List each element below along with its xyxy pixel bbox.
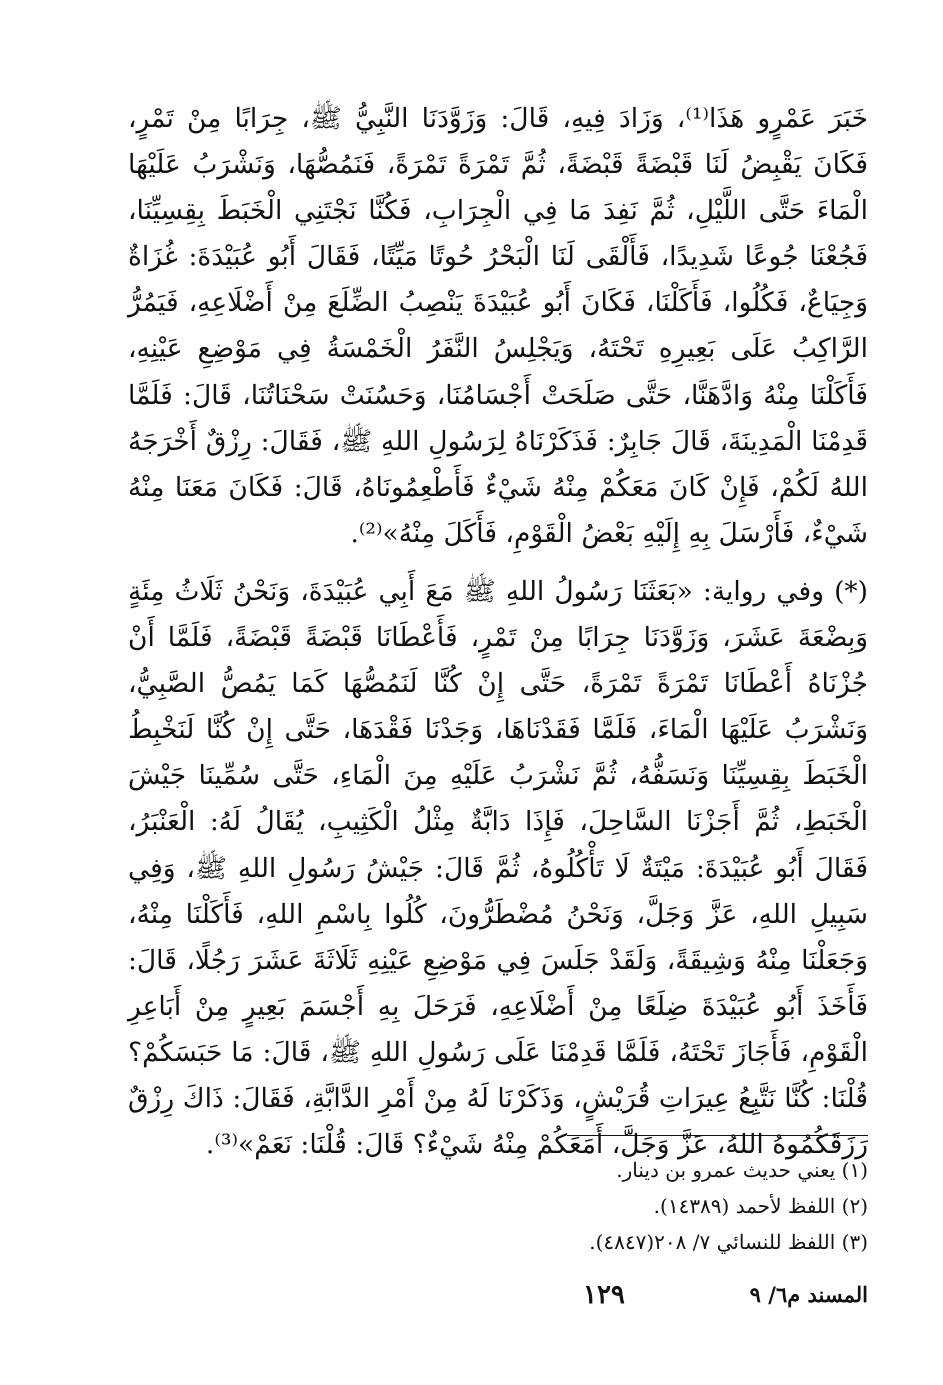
main-text (128, 96, 868, 1168)
volume-signature: المسند م٦/ ٩ (749, 1282, 868, 1307)
footnote-separator (567, 1135, 868, 1136)
page-number: ١٢٩ (583, 1280, 625, 1310)
paragraph-2: (*) وفي رواية: «بَعَثَنَا رَسُولُ اللهِ ﷺ مَعَ أَبِي عُبَيْدَةَ، وَنَحْنُ ثَلَاثُ مِئَةٍ وَبِضْعَةَ عَشَرَ، وَزَوَّدَنَا جِرَابًا مِنْ تَمْرٍ، فَأَعْطَانَا قَبْضَةً قَبْضَةً، فَلَمَّا أَنْ جُزْنَاهُ أَعْطَانَا تَمْرَةً تَمْرَةً، حَتَّى إِنْ كُنَّا لَنَمُصُّهَا كَمَا يَمُصُّ الصَّبِيُّ، وَنَشْرَبُ عَلَيْهَا الْمَاءَ، فَلَمَّا فَقَدْنَاهَا، وَجَدْنَا فَقْدَهَا، حَتَّى إِنْ كُنَّا لَنَخْبِطُ الْخَبَطَ بِقِسِيِّنَا وَنَسَفُّهُ، ثُمَّ نَشْرَبُ عَلَيْهِ مِنَ الْمَاءِ، حَتَّى سُمِّينَا جَيْشَ الْخَبَطِ، ثُمَّ أَجَزْنَا السَّاحِلَ، فَإِذَا دَابَّةٌ مِثْلُ الْكَثِيبِ، يُقَالُ لَهُ: الْعَنْبَرُ، فَقَالَ أَبُو عُبَيْدَةَ: مَيْتَةٌ لَا تَأْكُلُوهُ، ثُمَّ قَالَ: جَيْشُ رَسُولِ اللهِ ﷺ، وَفِي سَبِيلِ اللهِ، عَزَّ وَجَلَّ، وَنَحْنُ مُضْطَرُّونَ، كُلُوا بِاسْمِ اللهِ، فَأَكَلْنَا مِنْهُ، وَجَعَلْنَا مِنْهُ وَشِيقَةً، وَلَقَدْ جَلَسَ فِي مَوْضِعِ عَيْنِهِ ثَلَاثَةَ عَشَرَ رَجُلًا، قَالَ: فَأَخَذَ أَبُو عُبَيْدَةَ ضِلَعًا مِنْ أَضْلَاعِهِ، فَرَحَلَ بِهِ أَجْسَمَ بَعِيرٍ مِنْ أَبَاعِرِ الْقَوْمِ، فَأَجَازَ تَحْتَهُ، فَلَمَّا قَدِمْنَا عَلَى رَسُولِ اللهِ ﷺ، قَالَ: مَا حَبَسَكُمْ؟ قُلْنَا: كُنَّا نَتَّبِعُ عِيرَاتِ قُرَيْشٍ، وَذَكَرْنَا لَهُ مِنْ أَمْرِ الدَّابَّةِ، فَقَالَ: ذَاكَ رِزْقٌ رَزَقَكُمُوهُ اللهُ، عَزَّ وَجَلَّ، أَمَعَكُمْ مِنْهُ شَيْءٌ؟ قَالَ: قُلْنَا: نَعَمْ»⁽³⁾. (128, 575, 868, 1161)
footnote-1: (١) يعني حديث عمرو بن دينار. (616, 1158, 868, 1182)
page-footer (128, 1280, 868, 1320)
footnotes (128, 1152, 868, 1260)
footnote-3: (٣) اللفظ للنسائي ٧/ ٢٠٨(٤٨٤٧). (589, 1230, 868, 1254)
paragraph-1: خَبَرَ عَمْرٍو هَذَا⁽¹⁾، وَزَادَ فِيهِ، قَالَ: وَزَوَّدَنَا النَّبِيُّ ﷺ، جِرَابًا مِنْ تَمْرٍ، فَكَانَ يَقْبِضُ لَنَا قَبْضَةً قَبْضَةً، ثُمَّ تَمْرَةً تَمْرَةً، فَنَمُصُّهَا، وَنَشْرَبُ عَلَيْهَا الْمَاءَ حَتَّى اللَّيْلِ، ثُمَّ نَفِدَ مَا فِي الْجِرَابِ، فَكُنَّا نَجْتَنِي الْخَبَطَ بِقِسِيِّنَا، فَجُعْنَا جُوعًا شَدِيدًا، فَأَلْقَى لَنَا الْبَحْرُ حُوتًا مَيِّتًا، فَقَالَ أَبُو عُبَيْدَةَ: غُزَاةٌ وَجِيَاعٌ، فَكُلُوا، فَأَكَلْنَا، فَكَانَ أَبُو عُبَيْدَةَ يَنْصِبُ الضِّلَعَ مِنْ أَضْلَاعِهِ، فَيَمُرُّ الرَّاكِبُ عَلَى بَعِيرِهِ تَحْتَهُ، وَيَجْلِسُ النَّفَرُ الْخَمْسَةُ فِي مَوْضِعِ عَيْنِهِ، فَأَكَلْنَا مِنْهُ وَادَّهَنَّا، حَتَّى صَلَحَتْ أَجْسَامُنَا، وَحَسُنَتْ سَحْنَاتُنَا، قَالَ: فَلَمَّا قَدِمْنَا الْمَدِينَةَ، قَالَ جَابِرٌ: فَذَكَرْنَاهُ لِرَسُولِ اللهِ ﷺ، فَقَالَ: رِزْقٌ أَخْرَجَهُ اللهُ لَكُمْ، فَإِنْ كَانَ مَعَكُمْ مِنْهُ شَيْءٌ فَأَطْعِمُونَاهُ، قَالَ: فَكَانَ مَعَنَا مِنْهُ شَيْءٌ، فَأَرْسَلَ بِهِ إِلَيْهِ بَعْضُ الْقَوْمِ، فَأَكَلَ مِنْهُ»⁽²⁾. (128, 103, 868, 549)
footnote-2: (٢) اللفظ لأحمد (١٤٣٨٩). (653, 1194, 868, 1218)
